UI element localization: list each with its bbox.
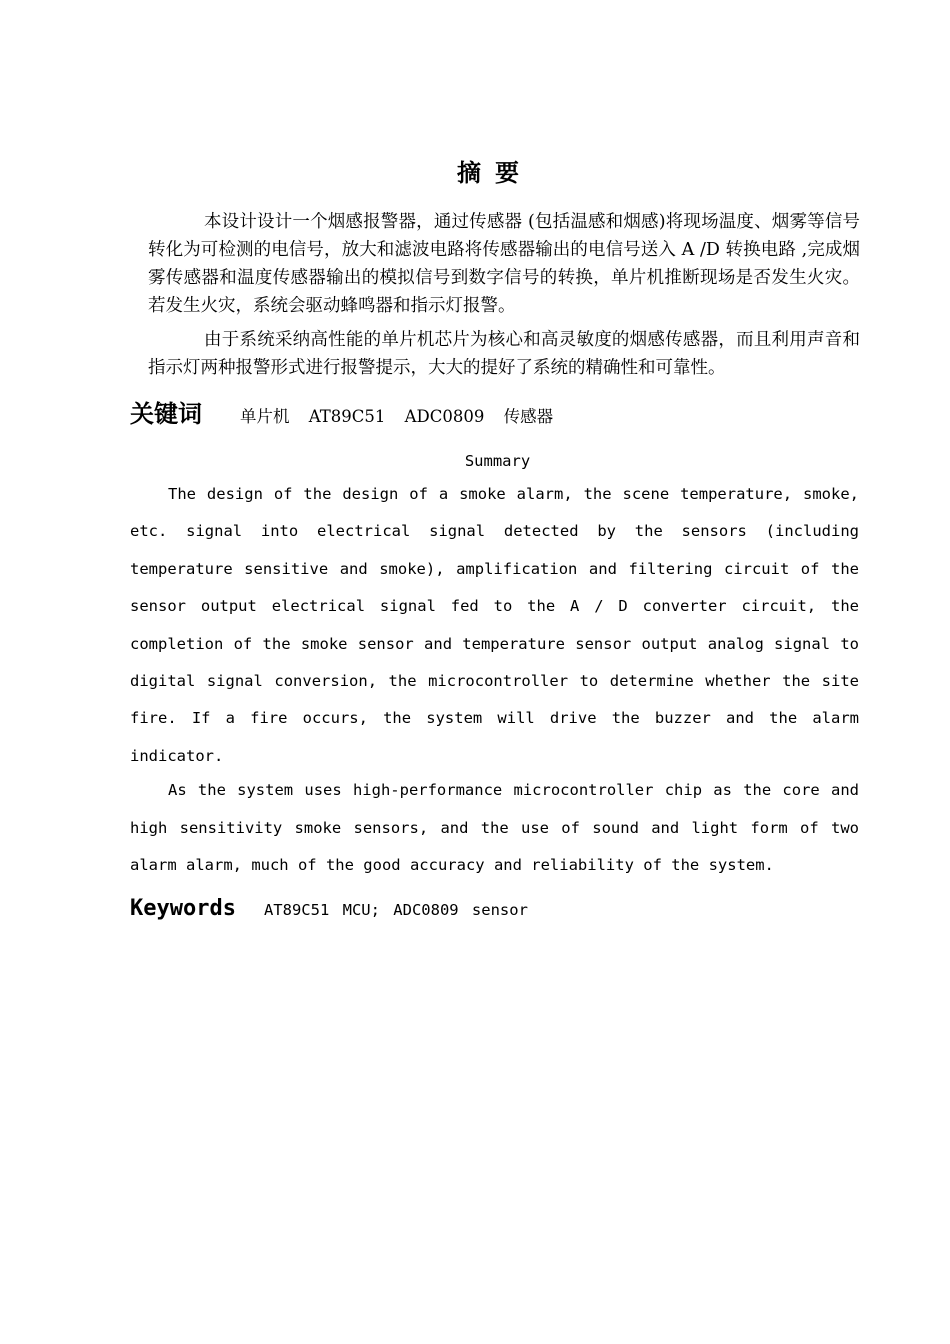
- english-paragraph-1: The design of the design of a smoke alarm, the scene temperature, smoke, etc. signal into electrical signal detected by the sensors (including temperature sensitive and smoke), amplification and filtering circuit of the sensor output electrical signal fed to the A / D converter circuit, the completion of the smoke sensor and temperature sensor output analog signal to digital signal conversion, the microcontroller to determine whether the site fire. If a fire occurs, the system will drive the buzzer and the alarm indicator.: [130, 485, 859, 765]
- english-abstract-body: [130, 476, 859, 881]
- chinese-keywords-values: 单片机 AT89C51 ADC0809 传感器: [240, 407, 554, 426]
- chinese-paragraph-1: 本设计设计一个烟感报警器，通过传感器 (包括温感和烟感)将现场温度、烟雾等信号转化为可检测的电信号，放大和滤波电路将传感器输出的电信号送入 A /D 转换电路 ,完成烟雾传感器和温度传感器输出的模拟信号到数字信号的转换，单片机推断现场是否发生火灾。若发生火灾，系统会驱动蜂鸣器和指示灯报警。: [148, 212, 860, 316]
- english-keywords-label: Keywords: [130, 896, 236, 921]
- english-abstract-title: Summary: [464, 452, 531, 470]
- english-paragraph-2: As the system uses high-performance microcontroller chip as the core and high sensitivity smoke sensors, and the use of sound and light form of two alarm alarm, much of the good accuracy and reliability of the system.: [130, 781, 859, 875]
- chinese-abstract-title: 摘要: [457, 159, 533, 187]
- chinese-keywords-line: [130, 394, 870, 429]
- chinese-keywords-label: 关键词: [130, 400, 202, 428]
- english-keywords-values: AT89C51 MCU; ADC0809 sensor: [263, 901, 528, 919]
- chinese-paragraph-2: 由于系统采纳高性能的单片机芯片为核心和高灵敏度的烟感传感器，而且利用声音和指示灯两种报警形式进行报警提示，大大的提好了系统的精确性和可靠性。: [148, 330, 860, 378]
- english-keywords-line: [130, 896, 870, 921]
- chinese-abstract-body: [148, 208, 860, 388]
